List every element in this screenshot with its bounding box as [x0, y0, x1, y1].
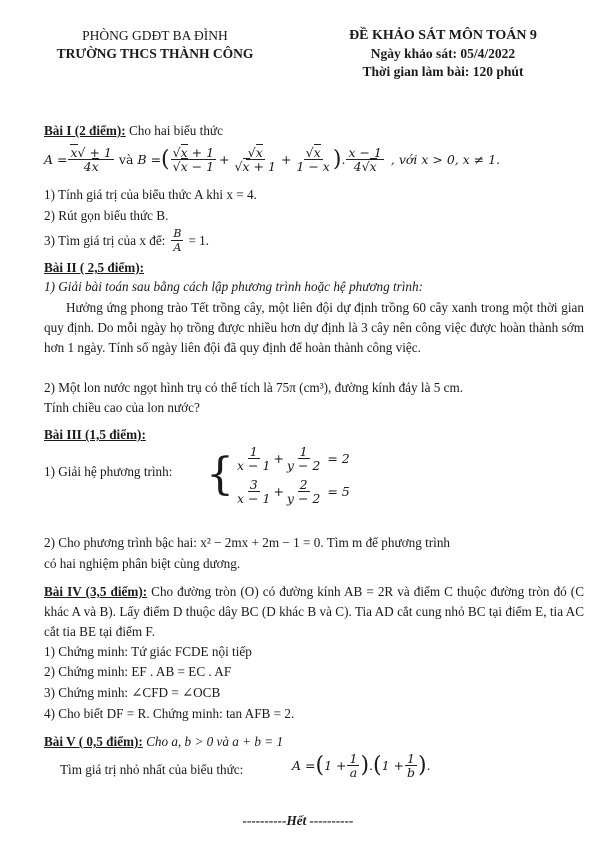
bai1-expressions: A = $\frac{x√ + 1}{4x}$ và B = ( $\frac{√x + 1}{√x - 1}$ + $\frac{√x}{√x + 1}$ + $\frac{√x}{1 - x}$ ) . $\frac{x - 1}{4√x}$ , với x > 0, x ≠ 1. — [44, 145, 501, 174]
bai5-heading: Bài V ( 0,5 điểm): — [44, 734, 143, 749]
exam-title: ĐỀ KHẢO SÁT MÔN TOÁN 9 — [349, 28, 537, 43]
bai5-intro-text: Cho a, b > 0 và a + b = 1 — [146, 734, 284, 749]
bai1-q1: 1) Tính giá trị của biểu thức A khi x = 4. — [44, 187, 257, 202]
bai1-q3: 3) Tìm giá trị của x để: $\frac{B}{A}$ = 1. — [44, 227, 210, 254]
bai2-q1-title: 1) Giải bài toán sau bằng cách lập phương trình hoặc hệ phương trình: — [44, 279, 424, 294]
school-name: TRƯỜNG THCS THÀNH CÔNG — [56, 46, 254, 61]
bai2-q2-line2: Tính chiều cao của lon nước? — [44, 400, 200, 415]
bai3-heading: Bài III (1,5 điểm): — [44, 427, 146, 442]
bai2-q1-body: Hưởng ứng phong trào Tết trồng cây, một liên đội dự định trồng 60 cây xanh trong một thời gian quy định. Do mỗi ngày họ trồng được nhiều hơn dự định là 3 cây nên công việc được hoàn thành sớm hơn 1 ngày. Tính số ngày liên đội đã quy định để hoàn thành công việc. — [44, 300, 584, 355]
equation-system: { $\frac{1}{x - 1}$ + $\frac{1}{y - 2}$ = 2 $\frac{3}{x - 1}$ + $\frac{2}{y - 2}$ = 5 — [206, 444, 350, 506]
bai3-q2-line2: có hai nghiệm phân biệt cùng dương. — [44, 556, 241, 571]
bai4-heading: Bài IV (3,5 điểm): — [44, 584, 148, 599]
bai4-q4: 4) Cho biết DF = R. Chứng minh: tan AFB = 2. — [44, 706, 295, 721]
exam-duration: Thời gian làm bài: 120 phút — [362, 64, 524, 79]
bai1-intro: Cho hai biểu thức — [128, 123, 223, 138]
exam-date: Ngày khảo sát: 05/4/2022 — [370, 46, 516, 61]
bai1-q3-suffix: = 1. — [188, 232, 210, 248]
bai1-heading: Bài I (2 điểm): — [44, 123, 126, 138]
bai4-q1: 1) Chứng minh: Tứ giác FCDE nội tiếp — [44, 644, 252, 659]
bai1-condition: , với x > 0, x ≠ 1. — [390, 152, 501, 167]
bai4-q2: 2) Chứng minh: EF . AB = EC . AF — [44, 664, 232, 679]
bai4-intro-text: Cho đường tròn (O) có đường kính AB = 2R và điểm C thuộc đường tròn đó (C khác A và B). Lấy điểm D thuộc dây BC (D khác B và C). Tia AD cắt cung nhỏ BC tại điểm E, tia AC cắt tia BE tại điểm F. — [44, 584, 584, 639]
bai4-q3: 3) Chứng minh: ∠CFD = ∠OCB — [44, 685, 221, 700]
bai1-header — [44, 123, 223, 139]
bai1-q2: 2) Rút gọn biểu thức B. — [44, 208, 169, 223]
bai5-expression: A = ( 1 + $\frac{1}{a}$ ) . ( 1 + $\frac{1}{b}$ ) . — [292, 751, 431, 780]
end-marker: ----------Hết ---------- — [242, 813, 354, 828]
bai2-q2-line1: 2) Một lon nước ngọt hình trụ có thể tích là 75π (cm³), đường kính đáy là 5 cm. — [44, 380, 464, 395]
bai2-heading: Bài II ( 2,5 điểm): — [44, 260, 145, 275]
bai5-question: Tìm giá trị nhỏ nhất của biểu thức: — [60, 762, 244, 777]
bai3-q1: 1) Giải hệ phương trình: — [44, 464, 173, 479]
bai3-q2-line1: 2) Cho phương trình bậc hai: x² − 2mx + 2m − 1 = 0. Tìm m để phương trình — [44, 535, 451, 550]
bai4-intro — [44, 582, 584, 642]
bai5-intro — [44, 734, 283, 750]
department-name: PHÒNG GDĐT BA ĐÌNH — [82, 28, 228, 43]
bai1-q3-prefix: 3) Tìm giá trị của x để: — [44, 232, 166, 248]
